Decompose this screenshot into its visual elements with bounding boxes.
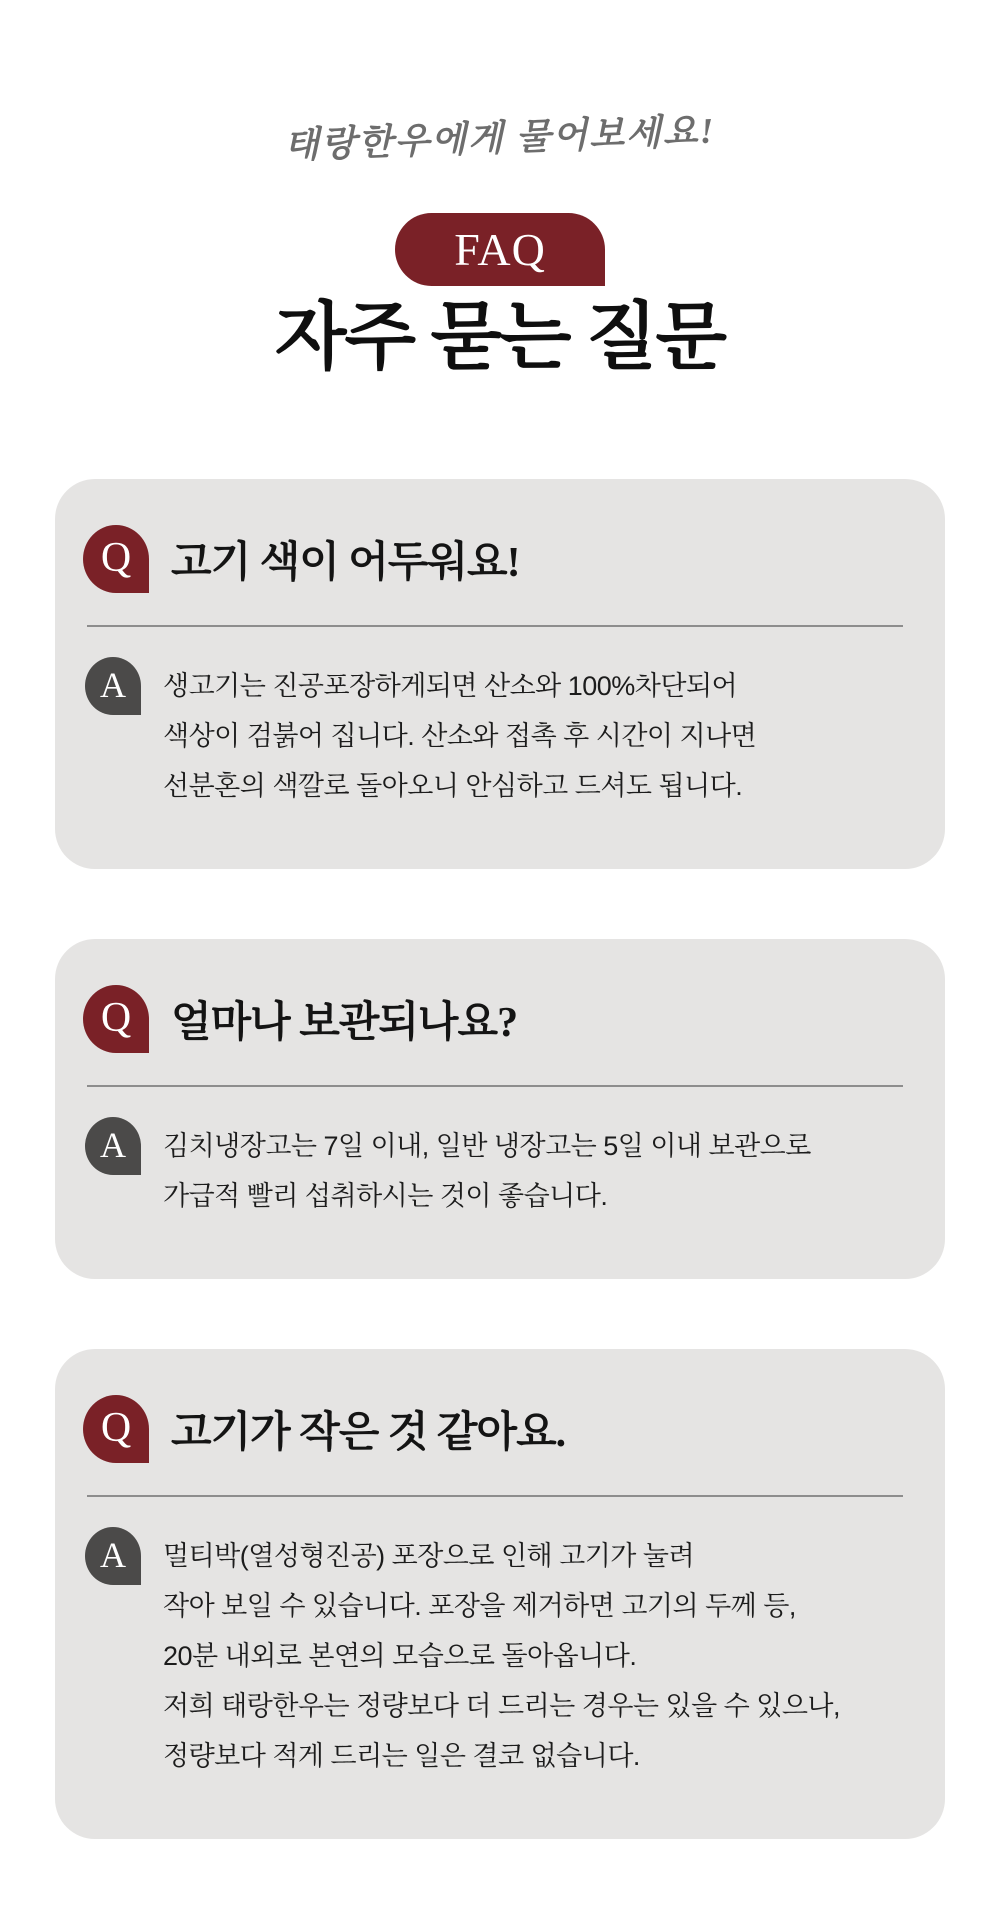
answer-row	[83, 1117, 905, 1221]
answer-line: 작아 보일 수 있습니다. 포장을 제거하면 고기의 두께 등,	[163, 1591, 796, 1622]
question-text: 고기가 작은 것 같아요.	[171, 1410, 566, 1457]
answer-row	[83, 657, 905, 811]
answer-badge	[85, 1117, 141, 1175]
question-badge-label: Q	[100, 995, 132, 1042]
answer-line: 멀티박(열성형진공) 포장으로 인해 고기가 눌려	[163, 1541, 695, 1572]
answer-line: 김치냉장고는 7일 이내, 일반 냉장고는 5일 이내 보관으로	[163, 1131, 811, 1162]
faq-badge	[395, 213, 605, 286]
answer-text	[163, 1117, 811, 1221]
qa-divider	[87, 1085, 903, 1087]
question-badge	[83, 985, 149, 1053]
answer-line: 선분혼의 색깔로 돌아오니 안심하고 드셔도 됩니다.	[163, 771, 743, 802]
question-text: 고기 색이 어두워요!	[171, 540, 520, 587]
question-text: 얼마나 보관되나요?	[171, 1000, 518, 1047]
answer-line: 정량보다 적게 드리는 일은 결코 없습니다.	[163, 1741, 640, 1772]
answer-badge-label: A	[100, 1535, 126, 1576]
answer-text	[163, 1527, 840, 1781]
answer-line: 저희 태랑한우는 정량보다 더 드리는 경우는 있을 수 있으나,	[163, 1691, 840, 1722]
faq-card	[55, 939, 945, 1279]
question-badge-label: Q	[100, 1405, 132, 1452]
page-title: 자주 묻는 질문	[275, 297, 725, 379]
answer-line: 색상이 검붉어 집니다. 산소와 접촉 후 시간이 지나면	[163, 721, 757, 752]
answer-text	[163, 657, 756, 811]
question-row	[83, 525, 905, 593]
question-row	[83, 1395, 905, 1463]
faq-card	[55, 479, 945, 869]
answer-row	[83, 1527, 905, 1781]
faq-badge-label: FAQ	[454, 224, 546, 275]
page-header	[0, 0, 1000, 381]
answer-line: 20분 내외로 본연의 모습으로 돌아옵니다.	[163, 1641, 637, 1672]
question-badge	[83, 525, 149, 593]
qa-divider	[87, 1495, 903, 1497]
faq-list	[55, 479, 945, 1839]
question-badge	[83, 1395, 149, 1463]
answer-badge-label: A	[100, 1125, 126, 1166]
question-row	[83, 985, 905, 1053]
question-badge-label: Q	[100, 535, 132, 582]
answer-line: 가급적 빨리 섭취하시는 것이 좋습니다.	[163, 1181, 608, 1212]
answer-badge	[85, 1527, 141, 1585]
answer-badge-label: A	[100, 665, 126, 706]
answer-line: 생고기는 진공포장하게되면 산소와 100%차단되어	[163, 671, 738, 702]
qa-divider	[87, 625, 903, 627]
faq-card	[55, 1349, 945, 1839]
tagline: 태랑한우에게 물어보세요!	[283, 110, 717, 166]
answer-badge	[85, 657, 141, 715]
